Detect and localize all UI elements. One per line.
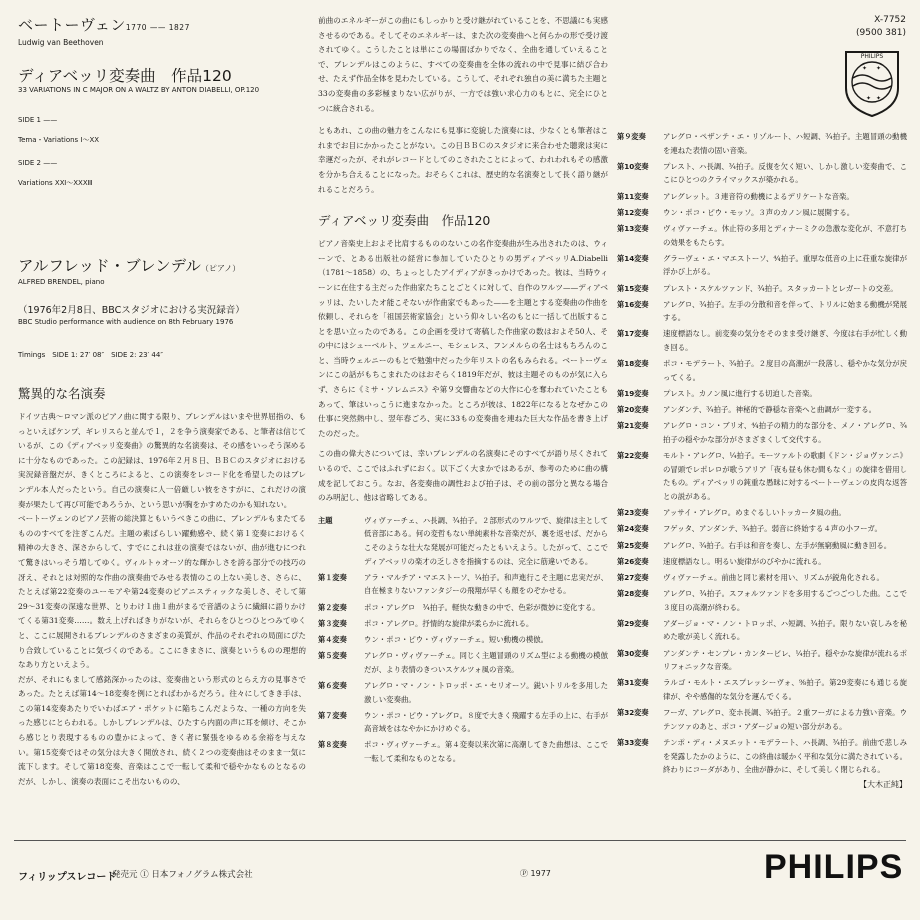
variation-list-1 — [318, 514, 608, 766]
variation-item — [318, 709, 608, 736]
variation-text: ウン・ポコ・ピウ・モッソ。３声のカノン風に展開する。 — [663, 207, 855, 217]
artist-role-ja: （ピアノ） — [200, 264, 241, 273]
footer-divider — [14, 840, 906, 841]
catalog-block — [856, 14, 906, 40]
variation-item — [318, 571, 608, 598]
variation-item — [617, 571, 907, 585]
variation-item — [617, 206, 907, 220]
variation-text: ポコ・アレグロ ¾拍子。軽快な動きの中で、色彩が微妙に変化する。 — [364, 602, 600, 612]
essay-1-paragraph: ドイツ古典〜ロマン派のピアノ曲に関する限り、ブレンデルはいまや世界屈指の、もっといえばケンプ、ギレリスらと並んで１，２を争う演奏家である、と筆者は信じているが、この《ディアベッリ変奏曲》の驚異的な名演奏は、その感をいっそう深めるに十分なものであった。この記録は、1976年２月８日、ＢＢＣのスタジオにおける実況録音盤だが、きくところによると、この演奏をレコード化を希望したのはブレンデル本人だったという。自己の演奏に人一倍厳しい彼をさすがに、これだけの演奏が果たして再び可能であろうか、という思いが胸をかすめたのかも知れない。 — [18, 412, 306, 509]
variation-item — [617, 130, 907, 157]
variation-text: アッサイ・アレグロ。めまぐるしいトッカータ風の曲。 — [663, 508, 846, 518]
variation-text: アダージョ・マ・ノン・トロッポ、ハ短調、¾拍子。限りない哀しみを秘めた歌が美しく流れる。 — [663, 618, 907, 642]
essay-2-paragraph: 前曲のエネルギーがこの曲にもしっかりと受け継がれていることを、不思議にも実感させるのである。そしてそのエネルギーは、また次の変奏曲へと何らかの形で受け渡されてゆく。こうしたことは単にこの場面ばかりでなく、全曲を通していえることで、ブレンデルはこのように、すべての変奏曲を全体の流れの中で見事に結び合わせ、たえず作品全体を見わたしている。こうして、それぞれ独自の美に満ちた主題と33の変奏曲の多彩極まりない広がりが、一方では強い求心力のもとに、完全にひとつに統合される。 — [318, 16, 608, 113]
variation-text: ヴィヴァーチェ、ハ長調、¾拍子。２部形式のワルツで、旋律は主として低音部にある。何の変哲もない単純素朴な音楽だが、裏を返せば、だからこそのような壮大な発展が可能だったともいえよう。したがって、ここでディアベッリの楽才の乏しさを指摘するのは、完全に筋違いである。 — [364, 515, 608, 566]
timings: Timings SIDE 1: 27′ 08″ SIDE 2: 23′ 44″ — [18, 351, 163, 359]
variation-key: 第７変奏 — [318, 710, 347, 720]
recording-note-ja: （1976年2月8日、BBCスタジオにおける実況録音） — [18, 305, 245, 316]
variation-item — [617, 706, 907, 733]
variation-item — [617, 298, 907, 325]
variation-key: 第13変奏 — [617, 223, 649, 233]
variation-item — [617, 222, 907, 249]
variation-text: アンダンテ、¾拍子。神秘的で静穏な音楽へと曲調が一変する。 — [663, 405, 877, 415]
variation-text: ヴィヴァーチェ。前曲と同じ素材を用い、リズムが鋭角化される。 — [663, 572, 884, 582]
variation-item — [617, 539, 907, 553]
philips-shield-icon — [840, 46, 904, 118]
essay-1-paragraph: だが、それにもまして感銘深かったのは、変奏曲という形式のとらえ方の見事さであった。たとえば第14〜18変奏を例にとればわかるだろう。往々にしてきき手は、この第14変奏あたりでいわばエア・ポケットに陥ちこんだような、一種の方向を失った感じにとらわれる。しかしブレンデルは、ひたすら内面の声に耳を傾け、そこから感じとり表現するものの豊かによって、きく者に緊張をゆるめる余裕を与えない。第15変奏ではその気分は大きく開放され、続く２つの変奏曲はそのまま一気に流下します。そして第18変奏、音楽はここで一転して柔和で穏やかなものとなるのだが、しかし、演奏の表面にこそ出ないものの、 — [18, 674, 306, 786]
variation-text: アレグロ、¾拍子。左手の分散和音を伴って、トリルに始まる動機が発展する。 — [663, 299, 907, 323]
variation-item — [617, 555, 907, 569]
variation-item — [617, 647, 907, 674]
variation-text: モルト・アレグロ、¼拍子。モーツァルトの歌劇《ドン・ジョヴァンニ》の冒頭でレポレロが歌うアリア「夜も昼も休む間もなく」の旋律を借用したもの。ディアベッリの鈍重な愚昧に対するベートーヴェンの皮肉な返答との説がある。 — [663, 451, 907, 501]
composer-ja: ベートーヴェン — [18, 16, 126, 34]
variation-key: 第８変奏 — [318, 740, 347, 750]
variation-text: プレスト。カノン風に進行する切迫した音楽。 — [663, 389, 817, 399]
svg-text:✦: ✦ — [876, 65, 882, 72]
variation-key: 第28変奏 — [617, 589, 649, 599]
variation-text: 速度標語なし。明るい旋律がのびやかに流れる。 — [663, 556, 826, 566]
variation-key: 第23変奏 — [617, 508, 649, 518]
variation-text: ポコ・アレグロ。抒情的な旋律が柔らかに流れる。 — [364, 618, 534, 628]
variation-key: 第24変奏 — [617, 524, 649, 534]
variation-item — [318, 649, 608, 676]
catalog-number: X-7752 — [874, 15, 906, 25]
work-title-en: 33 VARIATIONS IN C MAJOR ON A WALTZ BY ANTON DIABELLI, OP.120 — [18, 86, 260, 94]
variation-item — [617, 403, 907, 417]
variation-text: プレスト・スケルツァンド、¾拍子。スタッカートとレガートの交差。 — [663, 283, 898, 293]
variation-key: 第22変奏 — [617, 451, 649, 461]
variation-text: ラルゴ・モルト・エスプレッシーヴォ、⁹⁄₈拍子。第29変奏にも通じる旋律が、やや感傷的な気分を運んでくる。 — [663, 678, 907, 702]
side-2-label: SIDE 2 —— — [18, 159, 58, 167]
artist-name-en: ALFRED BRENDEL, piano — [18, 278, 105, 286]
variation-key: 第31変奏 — [617, 678, 649, 688]
variation-key: 第14変奏 — [617, 253, 649, 263]
variation-key: 第16変奏 — [617, 299, 649, 309]
variation-key: 第４変奏 — [318, 634, 347, 644]
footer-label: フィリップスレコード — [18, 872, 117, 883]
variation-text: アレグロ、¾拍子。右手は和音を奏し、左手が無窮動風に動き回る。 — [663, 540, 892, 550]
variation-text: アラ・マルチア・マエストーソ、¼拍子。和声進行こそ主題に忠実だが、自在極まりないファンタジーの飛翔が早くも顔をのぞかせる。 — [364, 572, 608, 596]
recording-note-en: BBC Studio performance with audience on 8th February 1976 — [18, 318, 234, 326]
variation-key: 第25変奏 — [617, 540, 649, 550]
variation-item — [617, 419, 907, 446]
variation-item — [617, 357, 907, 384]
side-1-content: Tema・Variations Ⅰ〜ⅩⅩ — [18, 136, 100, 144]
variation-key: 第29変奏 — [617, 618, 649, 628]
variation-text: アレグロ・マ・ノン・トロッポ・エ・セリオーソ。鋭いトリルを多用した激しい変奏曲。 — [364, 680, 608, 704]
variation-text: ウン・ポコ・ピウ・ヴィヴァーチェ。短い動機の模倣。 — [364, 634, 549, 644]
variation-key: 第19変奏 — [617, 389, 649, 399]
svg-text:✦: ✦ — [866, 95, 872, 102]
variation-item — [617, 190, 907, 204]
variation-item — [617, 282, 907, 296]
catalog-sub-number: (9500 381) — [856, 28, 906, 38]
author-credit: 【大木正純】 — [859, 780, 907, 790]
footer-phonogram: Ⓟ 1977 — [520, 869, 551, 878]
variation-key: 第30変奏 — [617, 648, 649, 658]
variation-key: 第10変奏 — [617, 161, 649, 171]
variation-item — [617, 522, 907, 536]
variation-item — [617, 160, 907, 187]
variation-item — [318, 601, 608, 615]
left-column — [18, 14, 306, 789]
variation-key: 第21変奏 — [617, 421, 649, 431]
variation-text: ウン・ポコ・ピウ・アレグロ。８度で大きく飛躍する左手の上に、右手が高音域をはなやかにかけめぐる。 — [364, 710, 608, 734]
right-column — [617, 130, 907, 790]
essay-1-paragraph: ベートーヴェンのピアノ芸術の総決算ともいうべきこの曲に、ブレンデルもまたてるもののすべてを注ぎこんだ。主題の素ばらしい躍動感や、続く第１変奏におけるく精神の大きさ、深さからして、すでにこれは並の演奏ではないが、曲が進むにつれて驚きはいっそう増してゆく。ヴィルトゥオーソ的な輝かしさを誇る部分での技巧の冴え、それとは対照的な作曲の演奏曲でみせる表情のこの上ない美しさ、さらに、たとえば第22変奏のユーモアや第24変奏のピアニスティックな美しさ、そして第29〜31変奏の深遠な世界、とりわけ１曲１曲がまるで音譜のように繊細に語りかけてくる第31変奏……。数え上げればきりがないが、それらをひとつひとつみてゆくと、ここに展開されるブレンデルのさまざまの美質が、作品のそれぞれの局面にぴたり合致していることに気づくのである。ここにきまさに、演奏というものの理想的なあり方といえよう。 — [18, 514, 306, 670]
variation-item — [617, 736, 907, 777]
variation-item — [617, 506, 907, 520]
artist-block — [18, 254, 306, 286]
variation-key: 第33変奏 — [617, 738, 649, 747]
side-1 — [18, 116, 306, 145]
variation-key: 主題 — [318, 515, 333, 525]
essay-2-paragraph: ともあれ、この曲の魅力をこんなにも見事に変貌した演奏には、少なくとも筆者はこれまでお目にかかったことがない。この日ＢＢＣのスタジオに来合わせた聴衆は実に幸運だったが、それがレコードとしてのこされたことによって、われわれもその感激を分かち合えることになった。おそらくこれは、歴史的な名演奏として長く語り継がれることだろう。 — [318, 126, 608, 194]
variation-item — [617, 676, 907, 703]
variation-item — [617, 587, 907, 614]
variation-text: フゲッタ、アンダンテ、¾拍子。弱音に終始する４声の小フーガ。 — [663, 524, 882, 534]
philips-brand-logo: PHILIPS — [764, 848, 904, 886]
variation-key: 第32変奏 — [617, 708, 649, 718]
artist-name-ja: アルフレッド・ブレンデル — [18, 257, 201, 275]
variation-text: プレスト、ハ長調、¾拍子。反復を欠く短い、しかし激しい変奏曲で、ここにひとつのクライマックスが築かれる。 — [663, 161, 907, 185]
composer-en: Ludwig van Beethoven — [18, 38, 104, 47]
artist-name — [18, 254, 306, 276]
variation-text: アレグロ・ヴィヴァーチェ。同じく主題冒頭のリズム型による動機の模倣だが、より表情のきついスケルツォ風の音楽。 — [364, 651, 608, 674]
variation-text: アレグレット。３連音符の動機によるデリケートな音楽。 — [663, 191, 854, 201]
variation-key: 第１変奏 — [318, 572, 347, 582]
composer-years: 1770 —— 1827 — [125, 23, 190, 32]
variation-text: フーガ、アレグロ、変ホ長調、¾拍子。２重フーガによる力強い音楽。ウテンツァのあと、ポコ・アダージョの短い部分がある。 — [663, 708, 907, 731]
variation-item — [617, 387, 907, 401]
variation-item — [617, 327, 907, 354]
variation-item — [318, 738, 608, 765]
variation-key: 第11変奏 — [617, 191, 649, 201]
variation-key: 第２変奏 — [318, 602, 347, 612]
variation-item — [318, 679, 608, 706]
variation-text: ポコ・ヴィヴァーチェ。第４変奏以来次第に高潮してきた曲想は、ここで一転して柔和なものとなる。 — [364, 740, 608, 764]
svg-text:✦: ✦ — [862, 65, 868, 72]
variation-key: 第20変奏 — [617, 405, 649, 415]
side-2 — [18, 159, 306, 188]
side-1-label: SIDE 1 —— — [18, 116, 58, 124]
composer-title — [18, 14, 306, 35]
footer-publisher: 発売元 Ⓘ 日本フォノグラム株式会社 — [112, 870, 253, 880]
variation-key: 第26変奏 — [617, 556, 649, 566]
variation-key: 第５変奏 — [318, 651, 347, 661]
variation-text: 速度標語なし。前変奏の気分をそのまま受け継ぎ、今度は右手が忙しく動き回る。 — [663, 329, 907, 353]
variation-text: ポコ・モデラート、¾拍子。２度目の高潮が一段落し、穏やかな気分が戻ってくる。 — [663, 359, 907, 382]
variation-key: 第12変奏 — [617, 207, 649, 217]
work-section-title: ディアベッリ変奏曲 作品120 — [318, 213, 491, 229]
variation-item — [318, 514, 608, 568]
variation-item — [617, 449, 907, 503]
variation-item — [617, 617, 907, 644]
variation-key: 第15変奏 — [617, 283, 649, 293]
variation-text: アレグロ、¾拍子。スフォルツァンドを多用するごつごつした曲。ここで３度目の高潮が終わる。 — [663, 589, 907, 612]
variation-text: ヴィヴァーチェ。休止符の多用とディナーミクの急激な変化が、不意打ちの効果をもたらす。 — [663, 223, 907, 247]
middle-column — [318, 14, 608, 768]
work-title-ja: ディアベッリ変奏曲 作品120 — [18, 67, 232, 85]
side-2-content: Variations ⅩⅪ〜ⅩⅩⅩⅢ — [18, 179, 93, 187]
recording-block — [18, 302, 306, 326]
variation-key: 第18変奏 — [617, 359, 649, 369]
essay-1-title: 驚異的な名演奏 — [18, 386, 106, 401]
variation-text: アンダンテ・センプレ・カンタービレ、¼拍子。穏やかな旋律が流れるポリフォニックな音楽。 — [663, 648, 907, 672]
variation-text: テンポ・ディ・メヌエット・モデラート、ハ長調、¾拍子。前曲で悲しみを発露したかのように、この終曲は暖かく平和な気分に満たされている。終わりにコーダがあり、全曲が静かに、そして美しく閉じられる。 — [663, 738, 907, 775]
variation-key: 第３変奏 — [318, 618, 347, 628]
variation-item — [318, 633, 608, 647]
variation-item — [617, 252, 907, 279]
work-history-paragraph: この曲の偉大さについては、幸いブレンデルの名演奏にそのすべてが語り尽くされているので、ここではふれずにおく。以下ごく大まかではあるが、参考のために曲の構成を記しておこう。なお、各変奏曲の調性および拍子は、その前の部分と異なる場合のみ明記し、他は省略してある。 — [318, 449, 608, 503]
svg-text:✦: ✦ — [876, 95, 882, 102]
variation-key: 第６変奏 — [318, 680, 347, 690]
logo-wordmark: PHILIPS — [860, 53, 884, 60]
variation-text: グラーヴェ・エ・マエストーソ、⁴⁄₄拍子。重厚な低音の上に荘重な旋律が浮かび上がる。 — [663, 253, 907, 277]
variation-key: 第９変奏 — [617, 132, 646, 141]
variation-item — [318, 617, 608, 631]
variation-text: アレグロ・コン・ブリオ、⁴⁄₄拍子の精力的な部分を、メノ・アレグロ、¾拍子の穏やかな部分がさまざまくして交代する。 — [663, 421, 907, 444]
work-history-paragraph: ピアノ音楽史上およそ比肩するもののないこの名作変奏曲が生み出されたのは、ウィーンで、とある出版社の経営に参加していたひとりの男ディアベッリA.Diabelli（1781〜1858）の、ちょっとしたアイディアがきっかけであった。彼は、当時ウィーンに在住する主だった作曲家たちことごとくに対して、自作のワルツ——ディアベッリは、たいしたオ能こそないが作曲家でもあった——を主題とする変奏曲の作曲を依頼し、それらを「祖国芸術家協会」という仰々しい名のもとに一括して出版することを思い立ったのである。この企画を受けて寄稿した作曲家の数はおよそ50人、その中にはシューベルト、ツェルニー、モシェレス、フンメルらの名士はもちろんのこと、当時ウェルニーのもとで勉強中だった少年リストの名もみられる。ベートーヴェンにこの話がもちこまれたのはおそらく1819年だが、彼は主題そのものが気に入らず、さらに《ミサ・ソレムニス》や第９交響曲などの大作に心を奪われていたこともあって、筆はいっこうに進まなかった。ところが彼は、1822年になるとなぜかこの仕事に突然熱中し、翌年春ごろ、実に33もの変奏曲を連ねた巨大な作品を書き上げたのだった。 — [318, 239, 608, 438]
variation-text: アレグロ・ペザンテ・エ・リゾルート、ハ短調、¾拍子。主題冒頭の動機を連ねた表情の固い音楽。 — [663, 132, 907, 155]
essay-1 — [18, 384, 306, 789]
variation-key: 第17変奏 — [617, 329, 649, 339]
variation-key: 第27変奏 — [617, 572, 649, 582]
